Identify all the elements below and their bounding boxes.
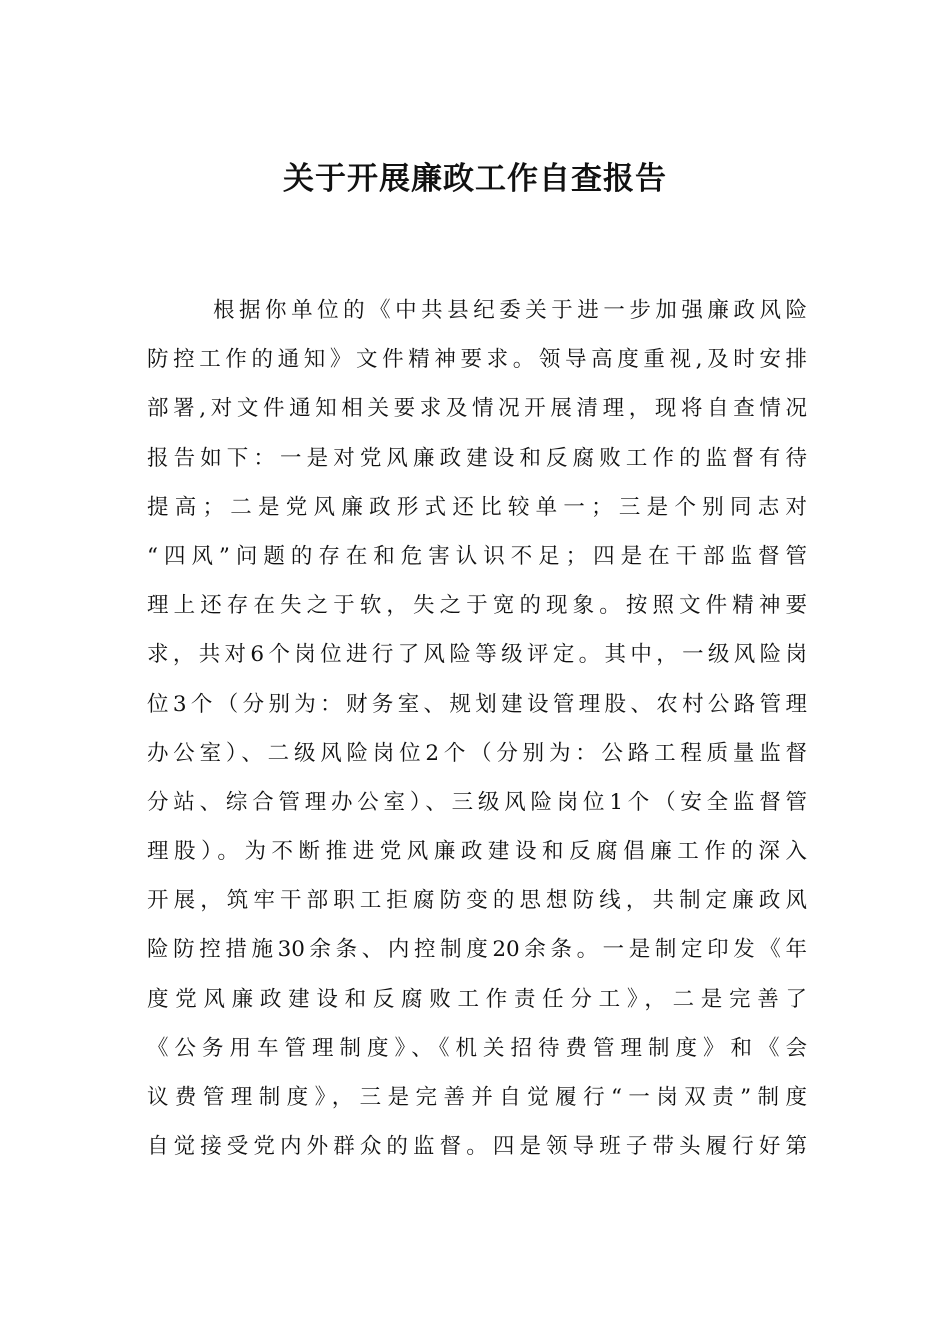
body-line: 理上还存在失之于软，失之于宽的现象。按照文件精神要 [147, 593, 807, 619]
body-line: “四风”问题的存在和危害认识不足；四是在干部监督管 [147, 543, 807, 569]
body-line: 求，共对6个岗位进行了风险等级评定。其中，一级风险岗 [147, 642, 807, 668]
body-line: 《公务用车管理制度》、《机关招待费管理制度》和《会 [147, 1035, 807, 1061]
body-line: 位3个（分别为：财务室、规划建设管理股、农村公路管理 [147, 691, 807, 717]
body-line: 分站、综合管理办公室）、三级风险岗位1个（安全监督管 [147, 789, 807, 815]
document-title: 关于开展廉政工作自查报告 [283, 161, 667, 197]
body-line: 理股）。为不断推进党风廉政建设和反腐倡廉工作的深入 [147, 839, 807, 865]
body-line: 报告如下：一是对党风廉政建设和反腐败工作的监督有待 [147, 445, 807, 471]
body-line: 险防控措施30余条、内控制度20余条。一是制定印发《年 [147, 937, 807, 963]
body-line: 自觉接受党内外群众的监督。四是领导班子带头履行好第 [147, 1134, 807, 1160]
body-line: 议费管理制度》，三是完善并自觉履行“一岗双责”制度 [147, 1085, 807, 1110]
body-line: 办公室）、二级风险岗位2个（分别为：公路工程质量监督 [147, 740, 807, 766]
body-line: 度党风廉政建设和反腐败工作责任分工》，二是完善了 [147, 986, 807, 1012]
body-line: 防控工作的通知》文件精神要求。领导高度重视,及时安排 [147, 347, 807, 373]
body-line: 部署,对文件通知相关要求及情况开展清理，现将自查情况 [147, 396, 807, 422]
body-line: 开展，筑牢干部职工拒腐防变的思想防线，共制定廉政风 [147, 888, 807, 914]
body-line: 提高；二是党风廉政形式还比较单一；三是个别同志对 [147, 494, 807, 520]
body-line: 根据你单位的《中共县纪委关于进一步加强廉政风险 [213, 298, 807, 323]
document-body [147, 286, 807, 1171]
